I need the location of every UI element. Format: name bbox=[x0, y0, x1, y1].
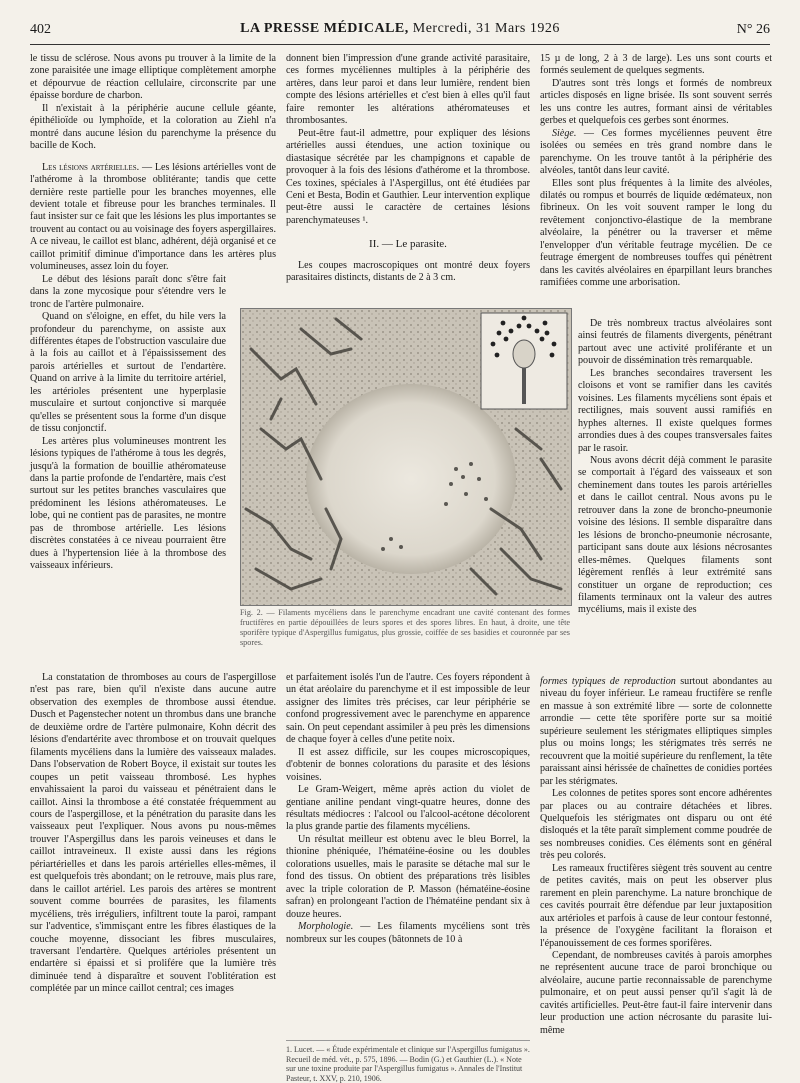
paragraph: La constatation de thromboses au cours de l'aspergillose n'est pas rare, bien qu'il n'existe dans aucune autre observation des exemples de thrombose aussi étendue. Dusch et Pagenstecher notent un thrombus dans une branche de deuxième ordre de l'artère pulmonaire, Kohn décrit des lésions d'endartérite avec thrombose et on trouvait quelques filaments mycéliens dans la lumière des vaisseaux malades. Dans l'observation de Robert Boyce, il existait sur toutes les coupes un petit vaisseau thrombosé. Les hyphes envahissaient la paroi du vaisseau et pénétraient dans le caillot. Ainsi la thrombose a été constatée fréquemment au cours de l'aspergillose, et la pénétration du parasite dans les vaisseaux peut l'expliquer. Nous avons pu nous-mêmes trouver l'Aspergillus dans les parois veineuses et dans le caillot intraveineux. Il existe aussi dans les régions périartérielles et dans les parois artérielles elles-mêmes, il est quelquefois très abondant; on le retrouve, mais plus rare, dans le caillot artériel. Les parois des artères se montrent souvent comme bourrées de parasites, les filaments mycéliens, très irréguliers, infiltrent toute la paroi, rampant sur l'adventice, s'immisçant entre les fibres élastiques de la couche moyenne, dissociant les fibres musculaires, traversant l'endartère. Quelques artérioles présentent un endartère si épaissi et si prolifére que la lumière très diminuée tend à disparaître et souvent l'oblitération est complétée par un mince caillot central; ces images bbox=[30, 672, 276, 995]
paragraph: Les branches secondaires traversent les cloisons et vont se ramifier dans les cavités voisines. Les filaments mycéliens sont épais et rectilignes, mais souvent aussi ramifiés en hyphes alternes. Il existe quelques formes arrondies dues à des coupes transversales faites par le rasoir. bbox=[578, 367, 772, 454]
paragraph: Il n'existait à la périphérie aucune cellule géante, épithélioïde ou lymphoïde, et la coloration au Ziehl n'a montré dans aucune lésion du parenchyme la présence du bacille de Koch. bbox=[30, 102, 276, 152]
subheading: formes typiques de reproduction bbox=[540, 676, 676, 687]
paragraph: Elles sont plus fréquentes à la limite des alvéoles, dilatés ou rompus et bourrés de liquide œdémateux, non fibrineux. On les voit souvent ramper le long du revêtement conjonctivo-élastique de la membrane alvéolaire, la pénétrer ou la traverser et même l'envelopper d'un véritable feutrage mycélien. De ce feutrage émergent de nombreuses touffes qui pénètrent dans les cavités alvéolaires en éparpillant leurs branches ramifiées comme une arborisation. bbox=[540, 177, 772, 289]
paragraph: Peut-être faut-il admettre, pour expliquer des lésions artérielles aussi étendues, une action toxinique ou diastasique sécrétée par les champignons et capable de provoquer à la fois des lésions d'athérome et la thrombose. Ces toxines, spéciales à l'Aspergillus, ont été étudiées par Ceni et Besta, Bodin et Gauthier. Leur intervention explique peut-être aussi le caractère de certaines lésions parenchymateuses ¹. bbox=[286, 127, 530, 226]
header-rule bbox=[30, 44, 770, 45]
paragraph: Les coupes macroscopiques ont montré deux foyers parasitaires distincts, distants de 2 à 3 cm. bbox=[286, 259, 530, 284]
paragraph: et parfaitement isolés l'un de l'autre. Ces foyers répondent à un état aréolaire du parenchyme et il est impossible de leur assigner des limites très précises, car leur périphérie se confond progressivement avec le parenchyme en apparence sain. On peut cependant assimiler à peu près les dimensions de chaque foyer à celles d'une petite noix. bbox=[286, 672, 530, 746]
column-3 bbox=[540, 53, 772, 290]
figure-micrograph bbox=[240, 308, 572, 606]
paragraph: D'autres sont très longs et formés de nombreux articles disposés en ligne brisée. Ils sont souvent serrés les uns contre les autres, formant ainsi de véritables gerbes et quelquefois ces gerbes sont énormes. bbox=[540, 77, 772, 127]
paragraph: Les rameaux fructifères siègent très souvent au centre de petites cavités, mais on peut les observer plus rarement en plein parenchyme. La nature bronchique de ces cavités pourrait être défendue par leur juxtaposition aux artérioles et parfois à cause de leur contour festonné, la présence de l'oxygène facilitant la floraison et l'épanouissement de ces formes sporifères. bbox=[540, 862, 772, 949]
column-1-lower bbox=[30, 672, 276, 996]
paragraph: Cependant, de nombreuses cavités à parois amorphes ne représentent aucune trace de paroi bronchique ou alvéolaire, aucune partie reconnaissable de parenchyme pulmonaire, et on peut aussi penser qu'il s'agit là de cavités artificielles. Peut-être faut-il faire intervenir dans leur production une action nécrosante du parasite lui-même bbox=[540, 949, 772, 1036]
page-header bbox=[30, 20, 770, 42]
journal-title: LA PRESSE MÉDICALE, Mercredi, 31 Mars 1926 bbox=[240, 21, 560, 36]
paragraph: 15 µ de long, 2 à 3 de large). Les uns sont courts et formés seulement de quelques segments. bbox=[540, 53, 772, 77]
subheading: Siège. bbox=[552, 127, 577, 139]
column-3-lower bbox=[540, 676, 772, 1037]
paragraph-reproduction: formes typiques de reproduction surtout abondantes au niveau du foyer inférieur. Le rameau fructifère se renfle en massue à son extrémité libre — sorte de colonnette arrondie — cette tête sporifère porte sur sa moitié supérieure seulement les stérigmates elliptiques simples plus ou moins longs; les stérigmates très serrés ne recouvrent que la moitié supérieure du renflement, la tête paraissant ainsi hérissée de chaînettes de conidies portées par les stérigmates. bbox=[540, 676, 772, 787]
paragraph-siege: Siège. — Ces formes mycéliennes peuvent être isolées ou semées en très grand nombre dans le parenchyme. On les trouve tantôt à la périphérie des alvéoles, tantôt dans leur cavité. bbox=[540, 127, 772, 177]
paragraph: Nous avons décrit déjà comment le parasite se comportait à l'égard des vaisseaux et son cheminement dans toutes les parois artérielles et dans le caillot central. Nous avons pu le retrouver dans la zone de broncho-pneumonie voisine des lésions. Il semble disparaître dans les lésions de broncho-pneumonie nécrosante, participant sans doute aux lésions nécrosantes elles-mêmes. Quelques filaments sont légèrement renflés à leur extrémité sans constituer un organe de reproduction; ces filaments terminaux ont la valeur des autres mycéliums, mais il existe des bbox=[578, 454, 772, 616]
paragraph-morphology: Morphologie. — Les filaments mycéliens sont très nombreux sur les coupes (bâtonnets de 10 à bbox=[286, 921, 530, 945]
column-2-lower bbox=[286, 672, 530, 946]
issue-number: N° 26 bbox=[736, 22, 770, 37]
paragraph: Le Gram-Weigert, même après action du violet de gentiane aniline pendant vingt-quatre heures, donne des résultats médiocres : l'alcool ou l'alcool-acétone décolorent la plus grande partie des filaments mycéliens. bbox=[286, 784, 530, 833]
paragraph-arterial-lesions: Les lésions artérielles. — Les lésions artérielles vont de l'athérome à la thrombose oblitérante; tandis que cette dernière reste partielle pour les branches moyennes, elle devient totale et fibreuse pour les branches terminales. Il faut insister sur ce fait que les lésions les plus importantes se trouvent au contact ou au voisinage des foyers aspergillaires. A ce niveau, le caillot est blanc, adhérent, déjà organisé et ce caillot primitif diminue d'importance dans les artères plus volumineuses, assez loin du foyer. bbox=[30, 161, 276, 273]
figure-caption: Fig. 2. — Filaments mycéliens dans le parenchyme encadrant une cavité contenant des formes fructifères en partie dépouillées de leurs spores et des spores libres. En haut, à droite, une tête sporifère typique d'Aspergillus fumigatus, plus grossie, coiffée de ses basidies et couronnée par ses spores. bbox=[240, 608, 570, 647]
paragraph: Il est assez difficile, sur les coupes microscopiques, d'obtenir de bonnes colorations du parasite et des lésions voisines. bbox=[286, 746, 530, 783]
column-3-continued bbox=[578, 318, 772, 617]
section-heading: II. — Le parasite. bbox=[369, 238, 447, 251]
subheading: Les lésions artérielles. bbox=[42, 161, 140, 173]
footnote: 1. Lucet. — « Étude expérimentale et clinique sur l'Aspergillus fumigatus ». Recueil de méd. vét., p. 575, 1896. — Bodin (G.) et Gauthier (L.). « Note sur une toxine produite par l'Aspergillus fumigatus ». Annales de l'Institut Pasteur, t. XXV, p. 210, 1906. bbox=[286, 1040, 530, 1083]
paragraph: Un résultat meilleur est obtenu avec le bleu Borrel, la thionine phéniquée, l'hématéine-éosine ou les doubles colorations usuelles, mais le parasite se détache mal sur le fond des tissus. On obtient des préparations très lisibles avec la triple coloration de P. Masson (hématéine-éosine safran) en prolongeant l'action de l'hématéine pendant six à douze heures. bbox=[286, 833, 530, 920]
paragraph: De très nombreux tractus alvéolaires sont ainsi feutrés de filaments divergents, pénétrant partout avec une activité proliférante et un pouvoir de dissémination très remarquable. bbox=[578, 318, 772, 367]
micrograph-image bbox=[241, 309, 571, 605]
paragraph: donnent bien l'impression d'une grande activité parasitaire, ces formes mycéliennes multiples à la périphérie des artères, dans leur paroi et dans leur lumière, rendent bien compte des lésions artérielles et c'est bien à elles qu'il faut faire remonter les altérations athéromateuses et thrombosantes. bbox=[286, 53, 530, 127]
paragraph: le tissu de sclérose. Nous avons pu trouver à la limite de la zone paraisitée une image elliptique complètement amorphe et dépourvue de réaction cellulaire, circonscrite par une épaisse bordure de charbon. bbox=[30, 53, 276, 102]
paragraph: Le début des lésions paraît donc s'être fait dans la zone mycosique pour s'étendre vers le tronc de l'artère pulmonaire. bbox=[30, 273, 226, 310]
paragraph: Quand on s'éloigne, en effet, du hile vers la profondeur du parenchyme, on assiste aux différentes étapes de l'obstruction vasculaire due à la fois au caillot et à l'épaississement des parois artérielles et surtout de l'endartère. Quand on arrive à la limite du territoire artériel, les artérioles présentent une hyperplasie musculaire et surtout conjonctive si marquée qu'elles se présentent sous la forme d'un disque de tissu conjonctif. bbox=[30, 311, 226, 435]
column-2 bbox=[286, 53, 530, 285]
paragraph: Les colonnes de petites spores sont encore adhérentes par places ou au contraire détachées et libres. Quelquefois les stérigmates ont disparu ou ont été disloqués et la tête paraît simplement comme poudrée de ses nombreuses conidies. Ces éléments sont en général très peu colorés. bbox=[540, 788, 772, 862]
subheading: Morphologie. bbox=[298, 921, 354, 933]
page-number: 402 bbox=[30, 22, 51, 37]
paragraph: Les artères plus volumineuses montrent les lésions typiques de l'athérome à tous les degrés, jusqu'à la formation de bouillie athéromateuse dans la partie profonde de l'endartère, mais c'est surtout sur les petites branches vasculaires que prédominent les lésions athéromateuses. Le lobe, qui ne contient pas de parasites, ne montre pas de thrombose artérielle. Les lésions discrètes constatées à ce niveau pourraient être dues à l'hypertension liée à la thrombose des vaisseaux inférieurs. bbox=[30, 435, 226, 572]
